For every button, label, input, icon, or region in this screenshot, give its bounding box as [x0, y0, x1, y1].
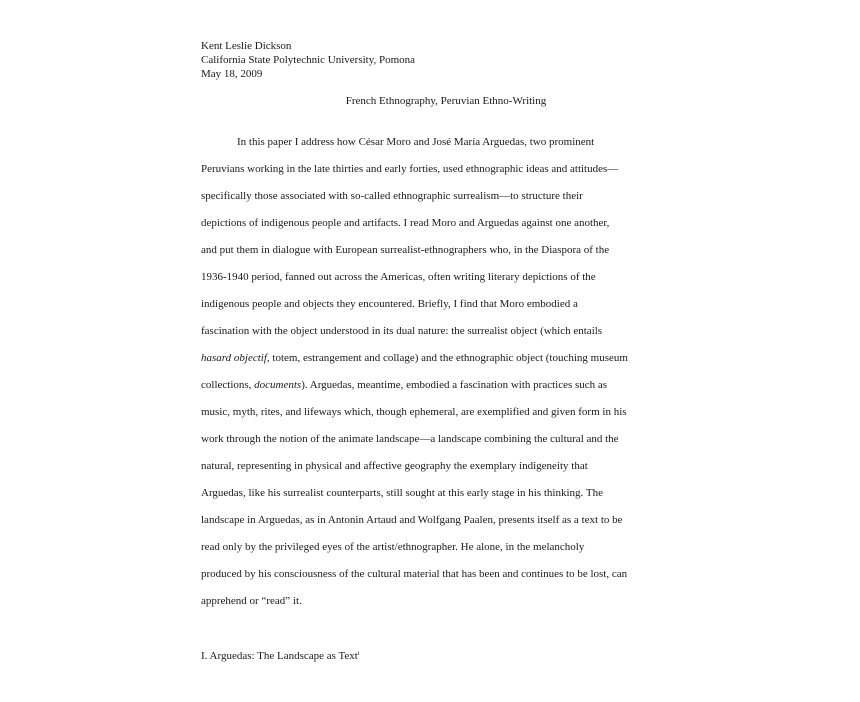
italic-term: hasard objectif	[201, 352, 267, 364]
line-text: collections,	[201, 379, 255, 391]
footnote-marker[interactable]: i	[357, 651, 360, 657]
paragraph-line: and put them in dialogue with European surrealist-ethnographers who, in the Diaspora of the	[201, 244, 610, 256]
paragraph-line: In this paper I address how César Moro and José María Arguedas, two prominent	[237, 136, 595, 148]
line-text: ). Arguedas, meantime, embodied a fascination with practices such as	[301, 379, 608, 391]
paragraph-line: music, myth, rites, and lifeways which, though ephemeral, are exemplified and given form in his	[201, 406, 627, 418]
line-text: , totem, estrangement and collage) and the ethnographic object (touching museum	[266, 352, 628, 364]
section-heading-text: I. Arguedas: The Landscape as Text	[201, 650, 358, 662]
author-affiliation: California State Polytechnic University, Pomona	[201, 54, 416, 66]
paragraph-line: natural, representing in physical and affective geography the exemplary indigeneity that	[201, 460, 588, 472]
section-heading	[201, 650, 360, 662]
author-name: Kent Leslie Dickson	[201, 40, 292, 52]
paragraph-line: produced by his consciousness of the cultural material that has been and continues to be lost, can	[201, 568, 628, 580]
paragraph-line: landscape in Arguedas, as in Antonin Artaud and Wolfgang Paalen, presents itself as a text to be	[201, 514, 623, 526]
paragraph-line: Peruvians working in the late thirties and early forties, used ethnographic ideas and attitudes—	[201, 163, 619, 175]
paragraph-line: specifically those associated with so-called ethnographic surrealism—to structure their	[201, 190, 583, 202]
document-title: French Ethnography, Peruvian Ethno-Writing	[345, 95, 547, 107]
paragraph-line	[201, 351, 628, 365]
paragraph-line: depictions of indigenous people and artifacts. I read Moro and Arguedas against one another,	[201, 217, 610, 229]
italic-term: documents	[254, 379, 302, 391]
paragraph-line: 1936-1940 period, fanned out across the Americas, often writing literary depictions of the	[201, 271, 596, 283]
paragraph-line: fascination with the object understood in its dual nature: the surrealist object (which entails	[201, 325, 603, 337]
paragraph-line: work through the notion of the animate landscape—a landscape combining the cultural and the	[201, 433, 619, 445]
paragraph-line	[201, 378, 607, 392]
paragraph-line: Arguedas, like his surrealist counterparts, still sought at this early stage in his thinking. The	[201, 487, 603, 499]
paragraph-line: indigenous people and objects they encountered. Briefly, I find that Moro embodied a	[201, 298, 578, 310]
document-date: May 18, 2009	[201, 68, 263, 80]
paragraph-line: apprehend or “read” it.	[201, 595, 302, 607]
paragraph-line: read only by the privileged eyes of the artist/ethnographer. He alone, in the melancholy	[201, 541, 585, 553]
